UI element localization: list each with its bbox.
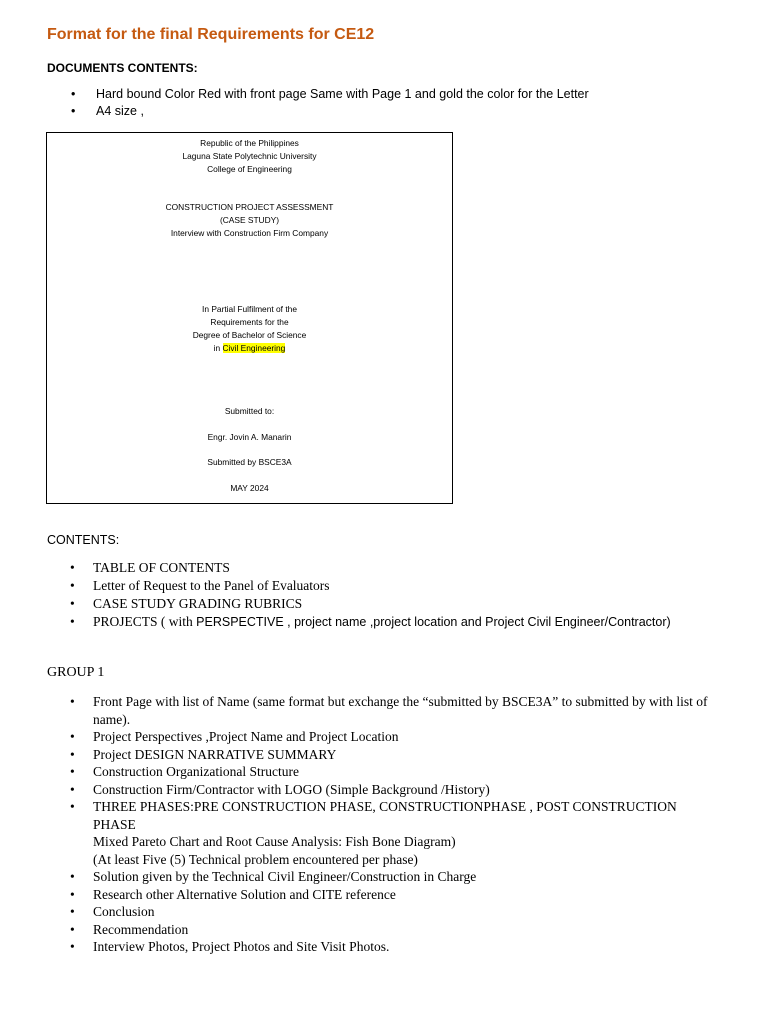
- front-page-line: Republic of the Philippines: [200, 138, 299, 148]
- group-heading: GROUP 1: [47, 665, 105, 680]
- front-page-line: CONSTRUCTION PROJECT ASSESSMENT: [165, 202, 334, 212]
- front-page-line: Submitted by BSCE3A: [207, 457, 292, 467]
- group-list: [70, 693, 720, 956]
- projects-rest: PERSPECTIVE , project name ,project location and Project Civil Engineer/Contractor): [196, 615, 671, 629]
- document-title: Format for the final Requirements for CE12: [47, 26, 375, 43]
- phases-text: • THREE PHASES:PRE CONSTRUCTION PHASE, CONSTRUCTIONPHASE , POST CONSTRUCTION PHASE: [93, 799, 677, 832]
- list-item: • Construction Organizational Structure: [70, 763, 720, 781]
- front-page-line: College of Engineering: [207, 164, 292, 174]
- projects-prefix: PROJECTS ( with: [93, 614, 193, 629]
- list-item: • Construction Firm/Contractor with LOGO (Simple Background /History): [70, 781, 720, 799]
- contents-list: [70, 559, 671, 631]
- contents-heading: CONTENTS:: [47, 533, 120, 547]
- phases-note: (At least Five (5) Technical problem encountered per phase): [93, 851, 418, 867]
- front-page-line-prefix: in: [213, 343, 221, 353]
- list-item: • Solution given by the Technical Civil Engineer/Construction in Charge: [70, 868, 720, 886]
- front-page-sample: [46, 132, 453, 504]
- list-item: • Recommendation: [70, 921, 720, 939]
- list-item: • Hard bound Color Red with front page Same with Page 1 and gold the color for the Letter: [71, 86, 589, 103]
- front-page-line: Requirements for the: [210, 317, 289, 327]
- front-page-line: Laguna State Polytechnic University: [182, 151, 317, 161]
- list-item: • Project DESIGN NARRATIVE SUMMARY: [70, 746, 720, 764]
- highlighted-text: Civil Engineering: [222, 343, 286, 353]
- list-item: [70, 613, 671, 631]
- list-item: • Research other Alternative Solution and CITE reference: [70, 886, 720, 904]
- list-item: • A4 size ,: [71, 103, 589, 120]
- front-page-line: Degree of Bachelor of Science: [192, 330, 307, 340]
- list-item: • Conclusion: [70, 903, 720, 921]
- list-item: • Interview Photos, Project Photos and Site Visit Photos.: [70, 938, 720, 956]
- front-page-line: Submitted to:: [224, 406, 275, 416]
- front-page-line: (CASE STUDY): [219, 215, 280, 225]
- documents-list: [71, 86, 589, 120]
- documents-contents-heading: DOCUMENTS CONTENTS:: [47, 61, 198, 75]
- front-page-line: Engr. Jovin A. Manarin: [207, 432, 292, 442]
- phases-note: Mixed Pareto Chart and Root Cause Analysis: Fish Bone Diagram): [93, 834, 456, 849]
- list-item: • TABLE OF CONTENTS: [70, 559, 671, 577]
- front-page-line: In Partial Fulfilment of the: [202, 304, 297, 314]
- front-page-line: Interview with Construction Firm Company: [170, 228, 329, 238]
- list-item: • Project Perspectives ,Project Name and Project Location: [70, 728, 720, 746]
- list-item: [70, 798, 720, 868]
- list-item: • CASE STUDY GRADING RUBRICS: [70, 595, 671, 613]
- list-item: • Front Page with list of Name (same format but exchange the “submitted by BSCE3A” to submitted by with list of name).: [70, 693, 720, 728]
- front-page-line: MAY 2024: [230, 483, 269, 493]
- list-item: • Letter of Request to the Panel of Evaluators: [70, 577, 671, 595]
- front-page-line: [47, 342, 452, 355]
